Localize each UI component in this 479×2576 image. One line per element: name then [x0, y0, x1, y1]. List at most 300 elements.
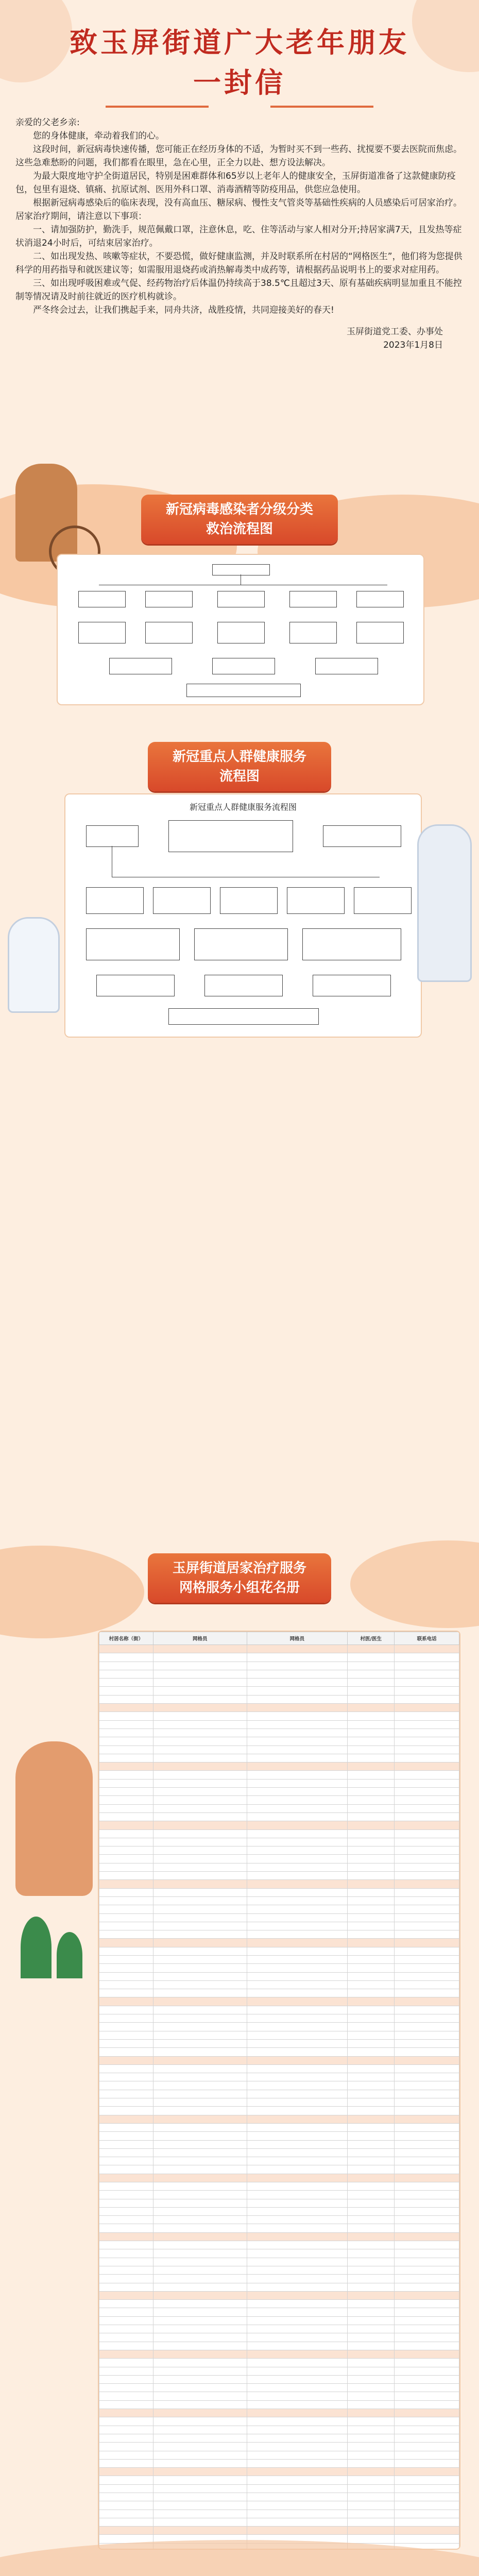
table-cell: [247, 1888, 348, 1896]
table-cell: [153, 1930, 247, 1939]
table-cell: [395, 2316, 459, 2325]
table-cell: [348, 2266, 395, 2274]
table-cell: [247, 1695, 348, 1703]
table-row: [99, 2510, 459, 2518]
table-cell: [247, 2527, 348, 2535]
table-cell: [247, 1720, 348, 1728]
doctor-illustration: [417, 824, 472, 982]
table-row: [99, 2333, 459, 2342]
table-cell: [99, 1812, 153, 1821]
table-cell: [99, 2392, 153, 2400]
table-cell: [99, 2434, 153, 2442]
table-cell: [153, 2090, 247, 2098]
table-cell: [153, 2048, 247, 2056]
table-cell: [153, 1687, 247, 1695]
table-cell: [247, 2484, 348, 2493]
table-cell: [247, 2291, 348, 2299]
table-cell: [348, 1964, 395, 1972]
table-cell: [395, 2308, 459, 2316]
table-row: [99, 2275, 459, 2283]
table-cell: [153, 2300, 247, 2308]
table-cell: [153, 1964, 247, 1972]
table-cell: [153, 2107, 247, 2115]
table-cell: [348, 1863, 395, 1871]
table-cell: [153, 2484, 247, 2493]
table-cell: [395, 1645, 459, 1653]
table-cell: [395, 2191, 459, 2199]
table-cell: [395, 1829, 459, 1838]
table-cell: [153, 1779, 247, 1787]
table-cell: [247, 2451, 348, 2459]
table-cell: [247, 1829, 348, 1838]
table-row: [99, 1695, 459, 1703]
table-cell: [395, 2518, 459, 2526]
table-cell: [395, 2417, 459, 2426]
table-cell: [99, 2375, 153, 2383]
table-cell: [99, 2216, 153, 2224]
table-cell: [247, 1804, 348, 1812]
table-cell: [99, 1989, 153, 1997]
col-header-grid-worker: 网格员: [153, 1632, 247, 1645]
table-cell: [99, 2039, 153, 2047]
table-row: [99, 2308, 459, 2316]
table-row: [99, 2484, 459, 2493]
table-cell: [348, 1762, 395, 1771]
table-cell: [99, 2510, 153, 2518]
flow-box: [302, 928, 401, 960]
table-cell: [153, 2527, 247, 2535]
table-cell: [153, 1922, 247, 1930]
page-title-line1: 致玉屏街道广大老年朋友: [70, 26, 409, 59]
table-row: [99, 2501, 459, 2510]
table-cell: [348, 2132, 395, 2140]
table-cell: [395, 1720, 459, 1728]
table-cell: [348, 1947, 395, 1955]
table-row: [99, 1804, 459, 1812]
table-cell: [247, 1821, 348, 1829]
table-cell: [247, 1980, 348, 1989]
table-cell: [348, 1771, 395, 1779]
table-cell: [247, 2241, 348, 2249]
table-cell: [153, 2023, 247, 2031]
table-row: [99, 1947, 459, 1955]
table-cell: [348, 1687, 395, 1695]
table-cell: [348, 2359, 395, 2367]
flow-box: [220, 887, 278, 914]
flow-box: [356, 591, 404, 607]
table-cell: [348, 1905, 395, 1913]
table-cell: [348, 2090, 395, 2098]
table-cell: [99, 2056, 153, 2064]
table-cell: [247, 1905, 348, 1913]
table-cell: [99, 2224, 153, 2232]
table-row: [99, 1796, 459, 1804]
table-cell: [99, 1788, 153, 1796]
table-cell: [99, 1863, 153, 1871]
table-cell: [99, 2098, 153, 2107]
table-cell: [348, 2157, 395, 2165]
flow-box: [217, 622, 265, 643]
table-cell: [395, 2392, 459, 2400]
table-cell: [153, 1821, 247, 1829]
table-cell: [247, 2510, 348, 2518]
table-cell: [348, 1872, 395, 1880]
table-row: [99, 1754, 459, 1762]
table-cell: [247, 1796, 348, 1804]
table-cell: [247, 2342, 348, 2350]
table-cell: [153, 2426, 247, 2434]
table-row: [99, 1846, 459, 1855]
table-cell: [153, 2333, 247, 2342]
section1-header: [0, 495, 479, 544]
table-cell: [348, 2316, 395, 2325]
table-cell: [395, 1821, 459, 1829]
table-row: [99, 2224, 459, 2232]
table-row: [99, 1955, 459, 1963]
table-cell: [348, 2148, 395, 2157]
table-cell: [153, 2249, 247, 2258]
table-cell: [247, 2107, 348, 2115]
table-cell: [348, 1855, 395, 1863]
table-cell: [153, 2232, 247, 2241]
table-cell: [395, 2476, 459, 2484]
table-cell: [247, 2006, 348, 2014]
table-cell: [247, 2148, 348, 2157]
table-cell: [99, 2468, 153, 2476]
table-cell: [247, 1972, 348, 1980]
table-cell: [348, 2392, 395, 2400]
table-cell: [99, 2291, 153, 2299]
table-cell: [348, 2073, 395, 2081]
table-row: [99, 1913, 459, 1922]
table-cell: [348, 2140, 395, 2148]
table-row: [99, 1972, 459, 1980]
table-row: [99, 1645, 459, 1653]
table-cell: [395, 2107, 459, 2115]
table-cell: [153, 2375, 247, 2383]
table-cell: [153, 2039, 247, 2047]
table-cell: [153, 2417, 247, 2426]
table-cell: [247, 2191, 348, 2199]
table-cell: [348, 1679, 395, 1687]
table-cell: [153, 1980, 247, 1989]
table-cell: [395, 1679, 459, 1687]
table-cell: [395, 2266, 459, 2274]
table-cell: [247, 2199, 348, 2207]
table-cell: [153, 2409, 247, 2417]
table-cell: [395, 2342, 459, 2350]
table-cell: [348, 1745, 395, 1754]
table-cell: [247, 2090, 348, 2098]
table-cell: [153, 1788, 247, 1796]
table-row: [99, 2266, 459, 2274]
table-cell: [99, 1687, 153, 1695]
table-cell: [153, 2098, 247, 2107]
table-cell: [153, 2316, 247, 2325]
table-cell: [395, 2501, 459, 2510]
table-cell: [348, 2081, 395, 2090]
table-cell: [153, 1846, 247, 1855]
table-cell: [99, 1980, 153, 1989]
table-cell: [395, 2510, 459, 2518]
table-cell: [153, 1947, 247, 1955]
table-cell: [153, 1896, 247, 1905]
table-cell: [153, 1695, 247, 1703]
table-cell: [153, 1796, 247, 1804]
table-cell: [99, 1838, 153, 1846]
flow-box: [289, 622, 337, 643]
table-cell: [247, 1762, 348, 1771]
table-cell: [99, 1997, 153, 2006]
table-cell: [153, 1872, 247, 1880]
table-cell: [395, 2232, 459, 2241]
table-cell: [247, 2308, 348, 2316]
flow-box: [356, 622, 404, 643]
table-cell: [348, 2056, 395, 2064]
table-cell: [247, 1989, 348, 1997]
table-cell: [395, 2484, 459, 2493]
table-cell: [395, 2031, 459, 2039]
table-cell: [395, 2258, 459, 2266]
table-cell: [153, 1888, 247, 1896]
table-row: [99, 2409, 459, 2417]
table-cell: [99, 2064, 153, 2073]
table-cell: [395, 2275, 459, 2283]
table-row: [99, 1863, 459, 1871]
table-cell: [99, 2241, 153, 2249]
table-row: [99, 1779, 459, 1787]
table-cell: [247, 2367, 348, 2375]
table-cell: [348, 2031, 395, 2039]
table-cell: [153, 2140, 247, 2148]
table-row: [99, 1720, 459, 1728]
table-row: [99, 2384, 459, 2392]
table-cell: [247, 1947, 348, 1955]
table-cell: [395, 1653, 459, 1662]
table-cell: [348, 2459, 395, 2467]
table-cell: [153, 1989, 247, 1997]
table-row: [99, 2342, 459, 2350]
table-cell: [348, 2501, 395, 2510]
table-row: [99, 1997, 459, 2006]
table-cell: [247, 2417, 348, 2426]
table-row: [99, 2098, 459, 2107]
table-cell: [395, 1695, 459, 1703]
table-cell: [395, 2443, 459, 2451]
table-cell: [99, 2426, 153, 2434]
table-cell: [348, 1645, 395, 1653]
table-cell: [153, 1737, 247, 1745]
table-cell: [99, 1771, 153, 1779]
table-cell: [99, 2459, 153, 2467]
letter-paragraph-7: 严冬终会过去，让我们携起手来，同舟共济，战胜疫情，共同迎接美好的春天!: [33, 305, 334, 315]
table-cell: [395, 1972, 459, 1980]
table-cell: [247, 2014, 348, 2023]
table-cell: [395, 2283, 459, 2291]
table-cell: [348, 1779, 395, 1787]
section1-badge-line2: 救治流程图: [206, 521, 273, 537]
table-cell: [395, 2123, 459, 2131]
roster-table: [99, 1632, 459, 2550]
table-cell: [348, 2232, 395, 2241]
table-cell: [247, 2081, 348, 2090]
table-cell: [153, 2325, 247, 2333]
table-cell: [395, 2115, 459, 2123]
table-cell: [153, 2359, 247, 2367]
table-cell: [348, 1704, 395, 1712]
table-cell: [99, 1670, 153, 1678]
service-flowchart-title: 新冠重点人群健康服务流程图: [189, 802, 297, 812]
table-cell: [348, 2207, 395, 2215]
table-cell: [99, 2342, 153, 2350]
table-cell: [395, 2468, 459, 2476]
table-cell: [348, 2241, 395, 2249]
table-cell: [395, 1863, 459, 1871]
flow-box: [289, 591, 337, 607]
table-cell: [247, 1662, 348, 1670]
table-cell: [153, 2165, 247, 2174]
table-cell: [247, 2375, 348, 2383]
table-cell: [348, 2400, 395, 2409]
table-cell: [153, 1720, 247, 1728]
table-row: [99, 2123, 459, 2131]
table-cell: [247, 2443, 348, 2451]
table-cell: [395, 2073, 459, 2081]
table-cell: [348, 2191, 395, 2199]
table-row: [99, 1728, 459, 1737]
table-cell: [99, 2300, 153, 2308]
plant-illustration: [21, 1917, 52, 1978]
table-row: [99, 2518, 459, 2526]
table-cell: [99, 2476, 153, 2484]
table-cell: [395, 2409, 459, 2417]
table-cell: [99, 2207, 153, 2215]
table-cell: [99, 2527, 153, 2535]
table-cell: [247, 2023, 348, 2031]
table-cell: [99, 1653, 153, 1662]
table-row: [99, 2216, 459, 2224]
table-row: [99, 2350, 459, 2358]
table-cell: [247, 2384, 348, 2392]
table-row: [99, 1812, 459, 1821]
table-cell: [395, 2056, 459, 2064]
table-cell: [395, 2182, 459, 2191]
table-row: [99, 2283, 459, 2291]
table-cell: [247, 1728, 348, 1737]
table-cell: [395, 2048, 459, 2056]
table-cell: [153, 2434, 247, 2442]
table-cell: [99, 1905, 153, 1913]
table-cell: [348, 1829, 395, 1838]
flow-box: [186, 684, 301, 697]
table-row: [99, 2182, 459, 2191]
table-row: [99, 2300, 459, 2308]
table-row: [99, 2493, 459, 2501]
table-cell: [348, 1989, 395, 1997]
table-cell: [153, 1863, 247, 1871]
letter-paragraph-5: 二、如出现发热、咳嗽等症状，不要恐慌，做好健康监测，并及时联系所在村居的“网格医生”，他们将为您提供科学的用药指导和就医建议等；如需服用退烧药或消热解毒类中成药等，请根据药品说明书上的要求对症用药。: [15, 251, 463, 275]
table-cell: [247, 2031, 348, 2039]
table-row: [99, 2031, 459, 2039]
table-cell: [247, 2232, 348, 2241]
table-cell: [153, 1972, 247, 1980]
table-cell: [99, 1880, 153, 1888]
table-cell: [153, 2115, 247, 2123]
table-row: [99, 1771, 459, 1779]
table-cell: [395, 1712, 459, 1720]
table-cell: [395, 1989, 459, 1997]
table-cell: [348, 2409, 395, 2417]
table-cell: [153, 2241, 247, 2249]
col-header-village: 村居名称（街）: [99, 1632, 153, 1645]
table-row: [99, 2291, 459, 2299]
table-cell: [348, 1846, 395, 1855]
table-cell: [153, 2224, 247, 2232]
table-cell: [395, 2224, 459, 2232]
flow-box: [323, 825, 401, 847]
table-row: [99, 2434, 459, 2442]
table-cell: [348, 1653, 395, 1662]
table-row: [99, 1829, 459, 1838]
flow-box: [78, 591, 126, 607]
table-cell: [247, 2426, 348, 2434]
table-cell: [153, 2501, 247, 2510]
table-cell: [247, 2409, 348, 2417]
table-cell: [247, 1670, 348, 1678]
table-cell: [153, 2056, 247, 2064]
table-row: [99, 1712, 459, 1720]
table-cell: [348, 2115, 395, 2123]
table-cell: [247, 1846, 348, 1855]
table-cell: [99, 2006, 153, 2014]
table-cell: [348, 2451, 395, 2459]
table-cell: [348, 2434, 395, 2442]
table-row: [99, 1922, 459, 1930]
table-cell: [99, 2367, 153, 2375]
table-cell: [395, 1796, 459, 1804]
table-cell: [247, 1712, 348, 1720]
table-cell: [153, 1939, 247, 1947]
letter-date: 2023年1月8日: [383, 340, 443, 350]
table-cell: [348, 2258, 395, 2266]
col-header-grid-worker-2: 网格员: [247, 1632, 348, 1645]
table-cell: [247, 2333, 348, 2342]
table-cell: [99, 1720, 153, 1728]
table-cell: [348, 1896, 395, 1905]
table-row: [99, 2476, 459, 2484]
flow-box: [204, 975, 283, 996]
table-cell: [348, 2006, 395, 2014]
table-cell: [348, 2342, 395, 2350]
table-cell: [348, 2283, 395, 2291]
title-underline-right: [270, 106, 373, 108]
table-cell: [348, 1939, 395, 1947]
table-row: [99, 1670, 459, 1678]
table-cell: [247, 2459, 348, 2467]
table-cell: [247, 1896, 348, 1905]
table-row: [99, 2165, 459, 2174]
table-cell: [153, 2014, 247, 2023]
table-row: [99, 1855, 459, 1863]
table-cell: [99, 1947, 153, 1955]
table-cell: [348, 2308, 395, 2316]
table-cell: [348, 1997, 395, 2006]
table-cell: [348, 1980, 395, 1989]
table-cell: [153, 1997, 247, 2006]
flow-box: [212, 658, 275, 674]
table-cell: [395, 2148, 459, 2157]
table-cell: [247, 1645, 348, 1653]
